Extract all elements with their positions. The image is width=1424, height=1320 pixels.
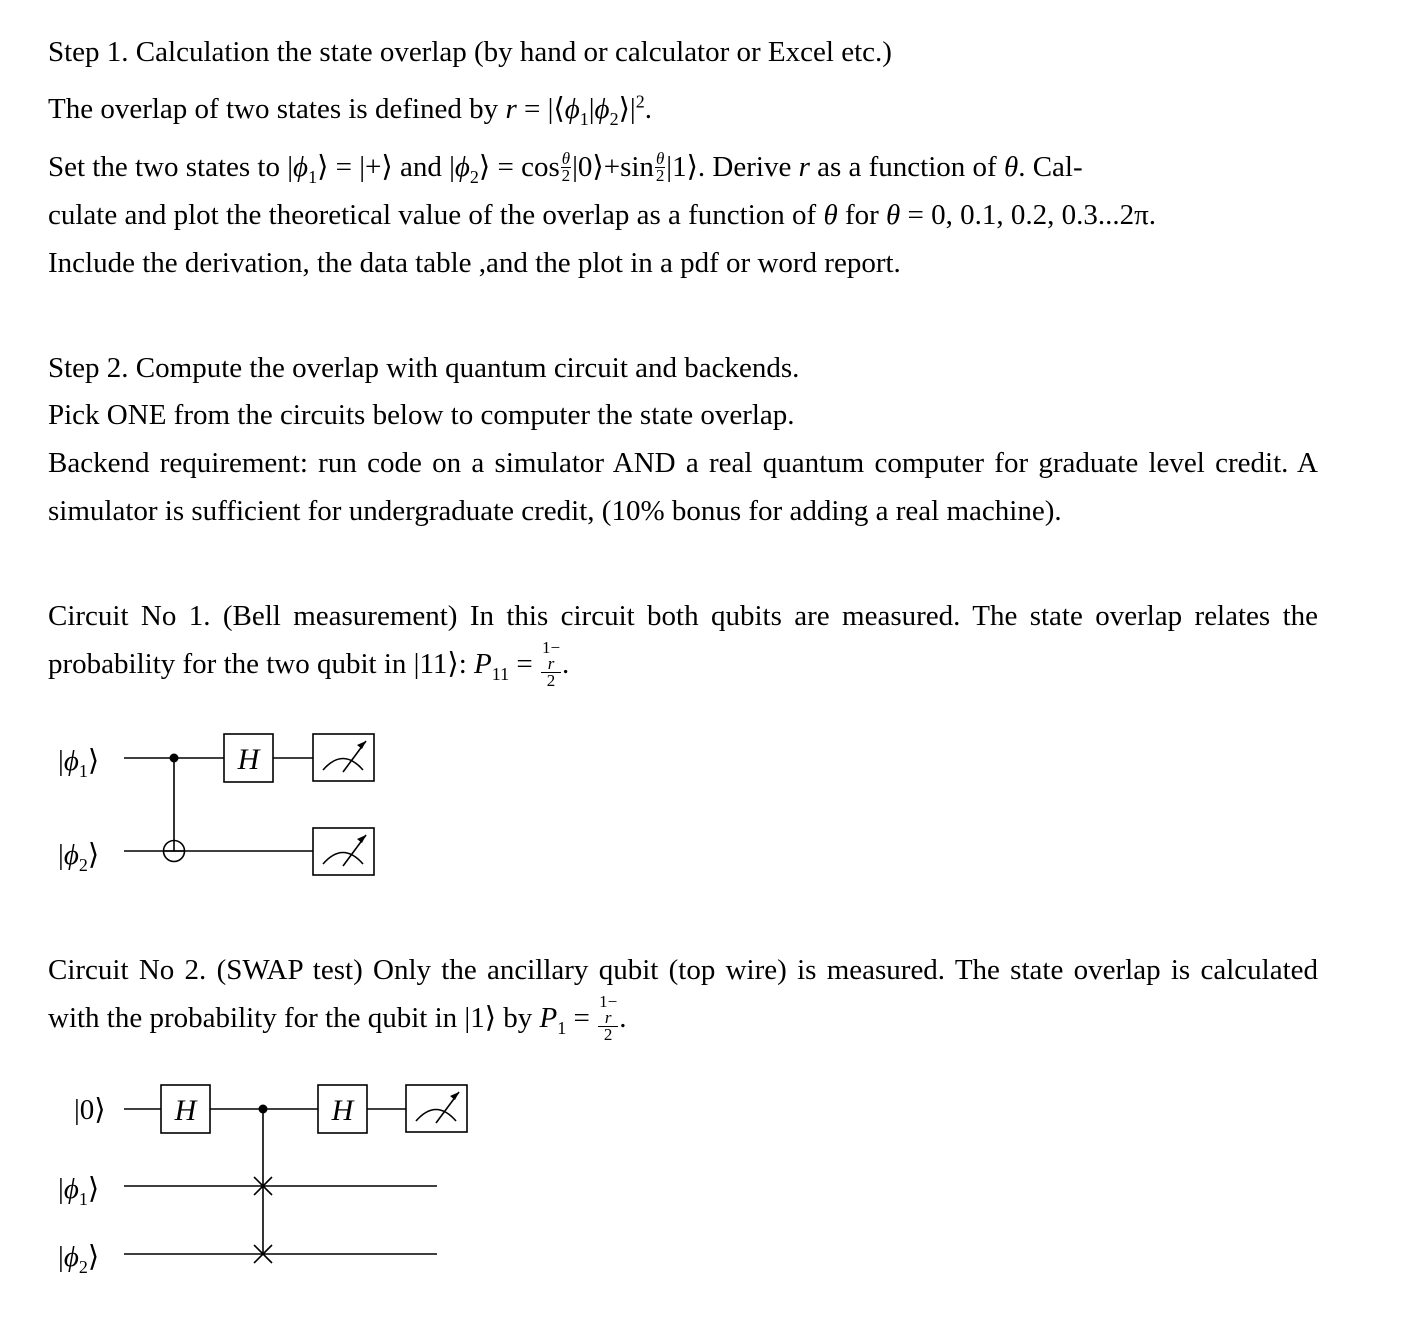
circuit1-label-phi2: $|\phi_2⟩$ xyxy=(58,839,100,875)
circuit2-label-zero: |0⟩ xyxy=(74,1094,106,1126)
step1-instructions: Set the two states to $|\phi_1⟩$ = |+⟩ and $|\phi_2⟩ = \cos$ $\frac{\theta}{2}$ |0⟩+sin $\frac{\theta}{2}$ |1⟩. Derive r as a function of θ. Cal- culate and plot the theoretical value of the overlap as a function of θ for θ = 0, 0.1, 0.2, 0.3...2π. Include the derivation, the data table ,and the plot in a pdf or word report. xyxy=(48,148,1157,279)
step2-heading: Step 2. Compute the overlap with quantum circuit and backends. xyxy=(48,352,800,384)
svg-text:H: H xyxy=(331,1094,354,1127)
step2-backend-requirement: Backend requirement: run code on a simulator AND a real quantum computer for graduate level credit. A simulator is sufficient for undergraduate credit, (10% bonus for adding a real machine). xyxy=(48,447,1318,527)
step2-pick-line: Pick ONE from the circuits below to computer the state overlap. xyxy=(48,399,795,431)
circuit2-label-phi2: $|\phi_2⟩$ xyxy=(58,1241,100,1277)
step1-heading: Step 1. Calculation the state overlap (by hand or calculator or Excel etc.) xyxy=(48,36,892,68)
circuit2-diagram xyxy=(0,1075,480,1290)
circuit1-description: Circuit No 1. (Bell measurement) In this circuit both qubits are measured. The state overlap relates the probability for the two qubit in |11⟩: $P_{11}$ = 1− r 2 . xyxy=(48,600,1318,690)
svg-text:H: H xyxy=(174,1094,197,1127)
circuit2-label-phi1: $|\phi_1⟩$ xyxy=(58,1173,100,1209)
svg-text:H: H xyxy=(237,743,260,776)
circuit1-diagram xyxy=(0,720,420,890)
measurement-meter-icon xyxy=(313,734,374,781)
circuit1-label-phi1: $|\phi_1⟩$ xyxy=(58,745,100,781)
overlap-definition: The overlap of two states is defined by $r = |⟨\phi_1|\phi_2⟩|^2$. xyxy=(48,91,652,129)
measurement-meter-icon xyxy=(313,828,374,875)
circuit2-description: Circuit No 2. (SWAP test) Only the ancillary qubit (top wire) is measured. The state overlap is calculated with the probability for the qubit in |1⟩ by $P_1$ = 1− r 2 . xyxy=(48,954,1318,1044)
measurement-meter-icon xyxy=(406,1085,467,1132)
